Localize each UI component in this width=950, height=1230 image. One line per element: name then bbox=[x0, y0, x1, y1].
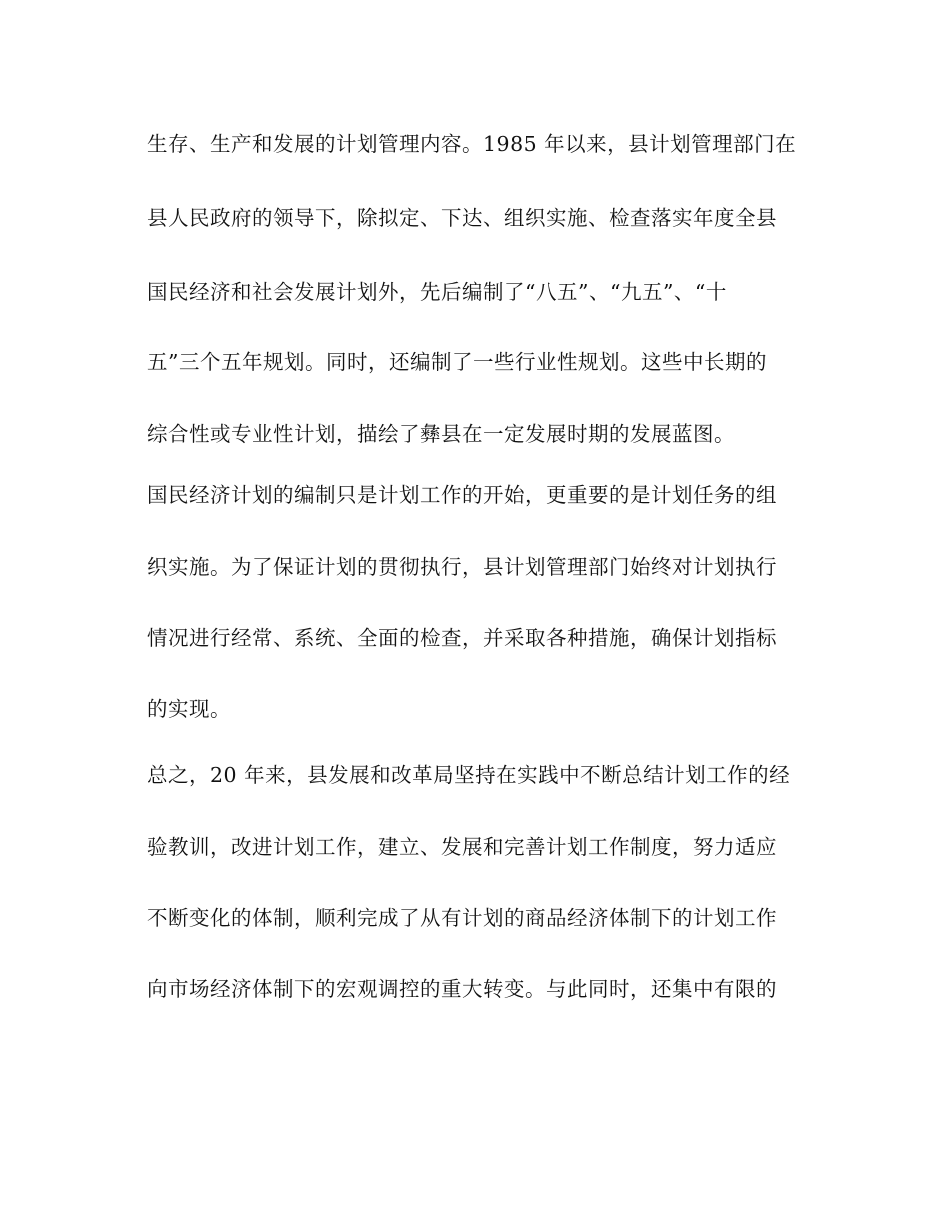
text-line-3: 国民经济和社会发展计划外，先后编制了“八五”、“九五”、“十 bbox=[147, 280, 727, 304]
text-line-6: 国民经济计划的编制只是计划工作的开始，更重要的是计划任务的组 bbox=[147, 483, 777, 507]
text-line-8: 情况进行经常、系统、全面的检查，并采取各种措施，确保计划指标 bbox=[147, 626, 777, 650]
text-line-7: 织实施。为了保证计划的贯彻执行，县计划管理部门始终对计划执行 bbox=[147, 555, 777, 579]
text-line-12: 不断变化的体制，顺利完成了从有计划的商品经济体制下的计划工作 bbox=[147, 906, 777, 930]
text-line-1: 生存、生产和发展的计划管理内容。1985 年以来，县计划管理部门在 bbox=[147, 132, 797, 156]
text-line-5: 综合性或专业性计划，描绘了彝县在一定发展时期的发展蓝图。 bbox=[147, 422, 735, 446]
text-line-13: 向市场经济体制下的宏观调控的重大转变。与此同时，还集中有限的 bbox=[147, 977, 777, 1001]
text-line-9: 的实现。 bbox=[147, 697, 231, 721]
text-line-2: 县人民政府的领导下，除拟定、下达、组织实施、检查落实年度全县 bbox=[147, 206, 777, 230]
text-line-11: 验教训，改进计划工作，建立、发展和完善计划工作制度，努力适应 bbox=[147, 835, 777, 859]
text-line-4: 五”三个五年规划。同时，还编制了一些行业性规划。这些中长期的 bbox=[147, 350, 767, 374]
text-line-10: 总之，20 年来，县发展和改革局坚持在实践中不断总结计划工作的经 bbox=[147, 763, 791, 787]
